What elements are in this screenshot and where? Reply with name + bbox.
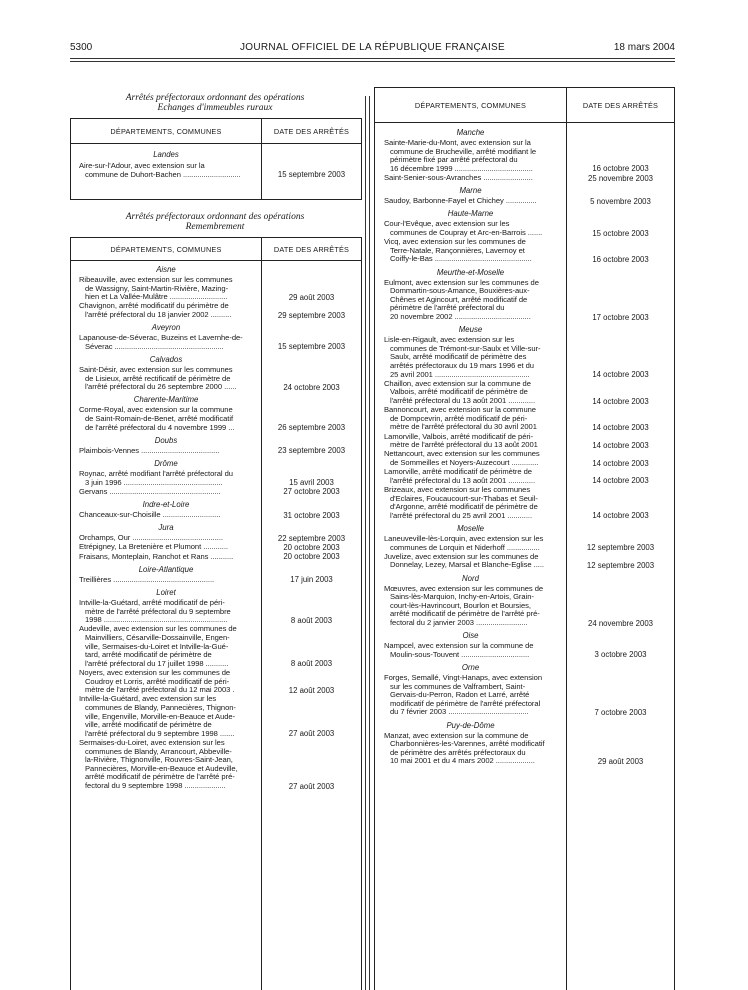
decree-date: 27 août 2003: [288, 729, 335, 739]
commune-entry: [384, 674, 562, 717]
commune-text-line: sur les communes de Valframbert, Saint-: [390, 682, 526, 691]
decree-date: 12 septembre 2003: [586, 561, 655, 570]
commune-text-line: ville, Sermaises-du-Loiret et Intville-la-Gué-: [85, 642, 229, 651]
issue-date: 18 mars 2004: [613, 42, 675, 53]
commune-text-line: Mainvilliers, Césarville-Dossainville, Engen-: [85, 633, 230, 642]
department-heading: Manche: [456, 128, 485, 137]
commune-text-line: d'Eclaires, Foucaucourt-sur-Thabas et Seuil-: [390, 494, 538, 503]
commune-text-line: Terre-Natale, Rançonnières, Lavernoy et: [390, 246, 525, 255]
decree-date: 14 octobre 2003: [592, 396, 649, 406]
commune-entry: [384, 450, 562, 467]
commune-text-line: périmètre de l'arrêté préfectoral du: [390, 304, 505, 313]
commune-text-line: Nettancourt, avec extension sur les communes: [384, 450, 540, 459]
commune-text-line: la-Rivière, Thignonville, Rouvres-Saint-Jean,: [85, 756, 233, 765]
commune-text-line: Mœuvres, avec extension sur les communes de: [384, 584, 544, 593]
decree-date: 14 octobre 2003: [592, 440, 649, 450]
commune-text-line: de Wassigny, Saint-Martin-Rivière, Mazing-: [85, 284, 229, 293]
commune-entry: [384, 197, 562, 206]
commune-entry: [79, 470, 257, 487]
commune-entry: [79, 695, 257, 738]
commune-text-line: Etrépigney, La Bretenière et Plumont ............: [79, 543, 228, 552]
commune-text-line: Noyers, avec extension sur les communes de: [79, 669, 231, 677]
commune-text-line: communes de Coupray et Arc-en-Barrois .......: [390, 228, 543, 237]
commune-text-line: Chanceaux-sur-Choisille ............................: [79, 511, 221, 519]
commune-entry: [79, 302, 257, 319]
commune-entry: [384, 535, 562, 552]
commune-text-line: Gervans ......................................................: [79, 487, 221, 496]
commune-text-line: Moulin-sous-Touvent .................................: [390, 650, 530, 659]
commune-text-line: Saint-Senier-sous-Avranches ........................: [384, 174, 533, 182]
commune-text-line: Brizeaux, avec extension sur les communes: [384, 486, 531, 494]
decree-date: 14 octobre 2003: [592, 423, 649, 432]
commune-text-line: Orchamps, Our ............................................: [79, 534, 223, 543]
decree-date: 8 août 2003: [290, 615, 333, 625]
decree-date: 12 août 2003: [288, 685, 335, 695]
commune-text-line: Coiffy-le-Bas ...............................................: [390, 255, 532, 264]
decree-date: 17 juin 2003: [290, 575, 333, 585]
commune-entry: [384, 486, 562, 520]
commune-text-line: de Dompcevrin, arrêté modificatif de péri-: [390, 414, 528, 423]
department-heading: Oise: [462, 631, 479, 641]
commune-text-line: d'Argonne, arrêté modificatif de périmètre de: [390, 503, 538, 512]
department-heading: Moselle: [457, 524, 484, 533]
commune-text-line: Sermaises-du-Loiret, avec extension sur les: [79, 739, 225, 747]
commune-text-line: mètre de l'arrêté préfectoral du 9 septembre: [85, 607, 231, 616]
col-header-dates: DATE DES ARRÊTÉS: [273, 127, 350, 136]
decree-date: 29 août 2003: [597, 757, 644, 766]
commune-entry: [384, 585, 562, 628]
decree-date: 24 octobre 2003: [283, 382, 340, 392]
commune-text-line: Pannecières, Morville-en-Beauce et Audeville,: [85, 764, 238, 773]
department-heading: Haute-Marne: [447, 209, 494, 219]
section2-caption-line2: Remembrement: [185, 222, 245, 232]
commune-text-line: Sainte-Marie-du-Mont, avec extension sur la: [384, 139, 531, 147]
commune-text-line: modificatif de périmètre de l'arrêté préfectoral: [390, 699, 541, 708]
decree-date: 15 avril 2003: [289, 478, 334, 488]
section2-caption: [70, 212, 360, 232]
commune-text-line: 1998 ............................................................: [85, 616, 228, 625]
decree-date: 27 août 2003: [288, 781, 335, 791]
commune-text-line: Lisle-en-Rigault, avec extension sur les: [384, 336, 515, 345]
commune-text-line: Chênes et Agincourt, arrêté modificatif de: [390, 295, 528, 304]
commune-text-line: Chaillon, avec extension sur la commune de: [384, 379, 531, 388]
decree-date: 14 octobre 2003: [592, 458, 649, 468]
section2-caption-line1: Arrêtés préfectoraux ordonnant des opérations: [125, 212, 305, 222]
commune-text-line: hien et La Vallée-Mulâtre ............................: [85, 293, 228, 302]
commune-text-line: l'arrêté préfectoral du 25 avril 2001 ............: [390, 511, 533, 520]
commune-text-line: Saint-Désir, avec extension sur les communes: [79, 366, 233, 374]
commune-entry: [79, 553, 257, 562]
header-rule: [70, 58, 675, 59]
department-heading: Landes: [153, 150, 179, 159]
commune-text-line: de périmètre des arrêtés préfectoraux du: [390, 748, 526, 757]
decree-date: 26 septembre 2003: [277, 423, 346, 433]
commune-text-line: Saulx, arrêté modificatif de périmètre des: [390, 353, 527, 362]
commune-text-line: commune de Duhort-Bachen ............................: [85, 170, 241, 179]
department-heading: Calvados: [149, 355, 183, 364]
commune-text-line: l'arrêté préfectoral du 13 août 2001 .............: [390, 476, 536, 485]
commune-text-line: Aire-sur-l'Adour, avec extension sur la: [79, 162, 205, 170]
commune-text-line: Intville-la-Guétard, avec extension sur les: [79, 695, 217, 704]
commune-text-line: Valbois, arrêté modificatif de périmètre de: [390, 388, 528, 397]
commune-text-line: périmètre fixé par arrêté préfectoral du: [390, 156, 518, 165]
commune-text-line: de l'arrêté préfectoral du 4 novembre 1999 ...: [85, 423, 235, 432]
decree-date: 15 octobre 2003: [592, 228, 649, 238]
commune-entry: [384, 238, 562, 264]
commune-entry: [384, 553, 562, 570]
commune-text-line: Ribeauville, avec extension sur les communes: [79, 276, 233, 284]
commune-entry: [79, 488, 257, 497]
commune-text-line: 20 novembre 2002 .....................................: [390, 312, 531, 321]
commune-text-line: Sains-lès-Marquion, Inchy-en-Artois, Grain-: [390, 593, 534, 602]
commune-entry: [79, 276, 257, 302]
commune-entry: [79, 366, 257, 392]
commune-text-line: Audeville, avec extension sur les communes de: [79, 625, 237, 634]
commune-entry: [79, 576, 257, 585]
table-remembrement-continued: [374, 87, 675, 990]
commune-text-line: communes de Blandy, Pannecières, Thignon-: [85, 703, 236, 712]
commune-entry: [384, 220, 562, 237]
decree-date: 25 novembre 2003: [587, 173, 654, 183]
commune-entry: [384, 732, 562, 766]
decree-date: 29 septembre 2003: [277, 310, 346, 320]
decree-date: 8 août 2003: [290, 659, 333, 669]
decree-date: 5 novembre 2003: [590, 196, 651, 206]
decree-date: 14 octobre 2003: [592, 476, 649, 486]
commune-text-line: l'arrêté préfectoral du 13 août 2001 .............: [390, 396, 536, 405]
commune-text-line: Chavignon, arrêté modificatif du périmètre de: [79, 302, 229, 311]
commune-text-line: mètre de l'arrêté préfectoral du 13 août 2001: [390, 441, 538, 450]
commune-entry: [384, 642, 562, 659]
table-exchanges: [70, 118, 362, 200]
commune-text-line: Juvelize, avec extension sur les communes de: [384, 552, 539, 561]
commune-text-line: fectoral du 9 septembre 1998 ....................: [85, 781, 226, 790]
commune-text-line: Fraisans, Monteplain, Ranchot et Rans ...........: [79, 552, 234, 561]
decree-date: 31 octobre 2003: [283, 510, 340, 520]
commune-text-line: Manzat, avec extension sur la commune de: [384, 731, 529, 740]
commune-text-line: Eulmont, avec extension sur les communes de: [384, 278, 539, 287]
department-heading: Aisne: [156, 265, 176, 274]
commune-entry: [79, 543, 257, 552]
department-heading: Loire-Atlantique: [138, 564, 194, 574]
commune-entry: [384, 174, 562, 183]
commune-text-line: Lapanouse-de-Séverac, Buzeins et Lavernhe-de-: [79, 334, 243, 343]
commune-text-line: Forges, Semallé, Vingt-Hanaps, avec extension: [384, 674, 543, 682]
department-heading: Marne: [459, 186, 482, 196]
decree-date: 14 octobre 2003: [592, 370, 649, 380]
department-heading: Loiret: [156, 588, 176, 597]
decree-date: 7 octobre 2003: [594, 708, 647, 717]
department-heading: Indre-et-Loire: [142, 500, 190, 509]
commune-text-line: Gervais-du-Perron, Radon et Larré, arrêté: [390, 691, 530, 700]
col-header-communes: DÉPARTEMENTS, COMMUNES: [110, 245, 222, 254]
section1-caption-line2: Echanges d'immeubles ruraux: [157, 103, 273, 113]
commune-text-line: mètre de l'arrêté préfectoral du 12 mai 2003 .: [85, 686, 235, 695]
col-header-dates: DATE DES ARRÊTÉS: [582, 101, 659, 110]
commune-text-line: l'arrêté préfectoral du 9 septembre 1998 .......: [85, 729, 235, 738]
decree-date: 23 septembre 2003: [277, 446, 346, 456]
commune-text-line: commune de Brucheville, arrêté modifiant le: [390, 147, 536, 156]
commune-text-line: du 7 février 2003 .......................................: [390, 708, 529, 717]
commune-text-line: mètre de l'arrêté préfectoral du 30 avril 2001: [390, 423, 537, 432]
commune-entry: [384, 336, 562, 379]
commune-text-line: Lamorville, Valbois, arrêté modificatif de péri-: [384, 432, 533, 441]
col-header-dates: DATE DES ARRÊTÉS: [273, 245, 350, 254]
decree-date: 29 août 2003: [288, 292, 335, 302]
commune-text-line: ville, arrêté modificatif de périmètre de: [85, 721, 212, 730]
commune-text-line: l'arrêté préfectoral du 17 juillet 1998 ...........: [85, 659, 229, 668]
commune-text-line: Saudoy, Barbonne-Fayel et Chichey ...............: [384, 197, 537, 206]
decree-date: 15 septembre 2003: [277, 170, 346, 180]
commune-text-line: fectoral du 2 janvier 2003 .........................: [390, 618, 528, 627]
decree-date: 16 octobre 2003: [592, 164, 649, 174]
commune-text-line: de Sommeilles et Noyers-Auzecourt .............: [390, 458, 539, 467]
table-remembrement: [70, 237, 362, 990]
commune-text-line: de Lisieux, arrêté rectificatif de périmètre de: [85, 374, 231, 383]
commune-entry: [79, 162, 257, 179]
decree-date: 3 octobre 2003: [594, 650, 647, 660]
commune-entry: [384, 433, 562, 450]
department-heading: Meurthe-et-Moselle: [436, 267, 505, 277]
commune-text-line: 16 décembre 1999 ......................................: [390, 164, 533, 173]
commune-entry: [384, 406, 562, 432]
header-rule-2: [70, 61, 675, 62]
commune-text-line: Vicq, avec extension sur les communes de: [384, 238, 526, 247]
department-heading: Aveyron: [151, 323, 181, 333]
commune-text-line: Lamorville, arrêté modificatif de périmètre de: [384, 468, 532, 477]
department-heading: Doubs: [154, 435, 178, 445]
commune-text-line: Nampcel, avec extension sur la commune de: [384, 642, 534, 651]
commune-entry: [384, 468, 562, 485]
commune-text-line: communes de Blandy, Arrancourt, Abbeville-: [85, 747, 232, 756]
commune-entry: [79, 511, 257, 520]
department-heading: Orne: [461, 663, 480, 672]
decree-date: 24 novembre 2003: [587, 618, 654, 628]
page-header: [70, 42, 675, 56]
section1-caption: [70, 93, 360, 113]
commune-entry: [79, 669, 257, 695]
commune-text-line: l'arrêté préfectoral du 26 septembre 2000 ......: [85, 383, 237, 392]
department-heading: Puy-de-Dôme: [446, 720, 495, 730]
commune-text-line: Charbonnières-les-Varennes, arrêté modificatif: [390, 740, 545, 749]
commune-text-line: Donnelay, Lezey, Marsal et Blanche-Eglise .....: [390, 561, 544, 570]
commune-text-line: Treillières .................................................: [79, 575, 215, 584]
commune-text-line: Séverac .....................................................: [85, 342, 224, 351]
commune-entry: [79, 625, 257, 668]
commune-entry: [79, 406, 257, 432]
commune-text-line: arrêté modificatif de périmètre de l'arrêté pré-: [390, 610, 540, 619]
decree-date: 12 septembre 2003: [586, 543, 655, 553]
commune-entry: [384, 380, 562, 406]
section1-caption-line1: Arrêtés préfectoraux ordonnant des opérations: [125, 93, 305, 103]
commune-entry: [384, 139, 562, 173]
commune-text-line: communes de Lorquin et Niderhoff ................: [390, 543, 540, 552]
commune-text-line: ville, Engenville, Morville-en-Beauce et Aude-: [85, 712, 236, 721]
decree-date: 17 octobre 2003: [592, 312, 649, 322]
commune-entry: [79, 739, 257, 791]
commune-text-line: tard, arrêté modificatif de périmètre de: [85, 651, 212, 660]
commune-text-line: l'arrêté préfectoral du 18 janvier 2002 ..........: [85, 310, 232, 319]
commune-text-line: Plaimbois-Vennes ......................................: [79, 446, 220, 455]
commune-entry: [79, 334, 257, 351]
decree-date: 15 septembre 2003: [277, 342, 346, 352]
commune-text-line: 25 avril 2001 ..............................................: [390, 370, 530, 379]
decree-date: 22 septembre 2003: [277, 533, 346, 543]
commune-entry: [79, 599, 257, 625]
commune-entry: [79, 534, 257, 543]
decree-date: 20 octobre 2003: [283, 552, 340, 562]
decree-date: 16 octobre 2003: [592, 255, 649, 264]
commune-text-line: Intville-la-Guétard, arrêté modificatif de péri-: [79, 599, 225, 607]
column-divider: [365, 96, 370, 990]
commune-text-line: Coudroy et Lorris, arrêté modificatif de péri-: [85, 677, 230, 686]
commune-text-line: 3 juin 1996 ................................................: [85, 478, 223, 487]
commune-text-line: Dommartin-sous-Amance, Bouxières-aux-: [390, 287, 530, 296]
department-heading: Meuse: [458, 325, 483, 335]
commune-entry: [79, 447, 257, 456]
col-header-communes: DÉPARTEMENTS, COMMUNES: [414, 101, 527, 110]
col-header-communes: DÉPARTEMENTS, COMMUNES: [110, 127, 222, 136]
department-heading: Drôme: [154, 459, 178, 468]
commune-text-line: Bannoncourt, avec extension sur la commune: [384, 406, 536, 415]
decree-date: 20 octobre 2003: [283, 543, 340, 552]
commune-text-line: Corme-Royal, avec extension sur la commune: [79, 406, 233, 415]
department-heading: Nord: [462, 573, 479, 583]
commune-text-line: Laneuveville-lès-Lorquin, avec extension sur les: [384, 535, 544, 543]
department-heading: Jura: [158, 523, 174, 533]
decree-date: 14 octobre 2003: [592, 511, 649, 521]
commune-text-line: Cour-l'Evêque, avec extension sur les: [384, 220, 510, 229]
decree-date: 27 octobre 2003: [283, 487, 340, 497]
commune-text-line: arrêtés préfectoraux du 19 mars 1996 et du: [390, 361, 534, 370]
page-number: 5300: [70, 42, 93, 53]
commune-text-line: Roynac, arrêté modifiant l'arrêté préfectoral du: [79, 470, 233, 478]
journal-title: JOURNAL OFFICIEL DE LA RÉPUBLIQUE FRANÇAISE: [240, 42, 505, 53]
commune-text-line: 10 mai 2001 et du 4 mars 2002 ...................: [390, 757, 535, 766]
commune-text-line: court-lès-Havrincourt, Bourlon et Boursies,: [390, 601, 531, 610]
commune-text-line: arrêté modificatif de périmètre de l'arrêté pré-: [85, 773, 235, 782]
commune-text-line: communes de Trémont-sur-Saulx et Ville-sur-: [390, 344, 541, 353]
commune-entry: [384, 279, 562, 322]
commune-text-line: de Saint-Romain-de-Benet, arrêté modificatif: [85, 414, 234, 423]
department-heading: Charente-Maritime: [133, 395, 199, 405]
